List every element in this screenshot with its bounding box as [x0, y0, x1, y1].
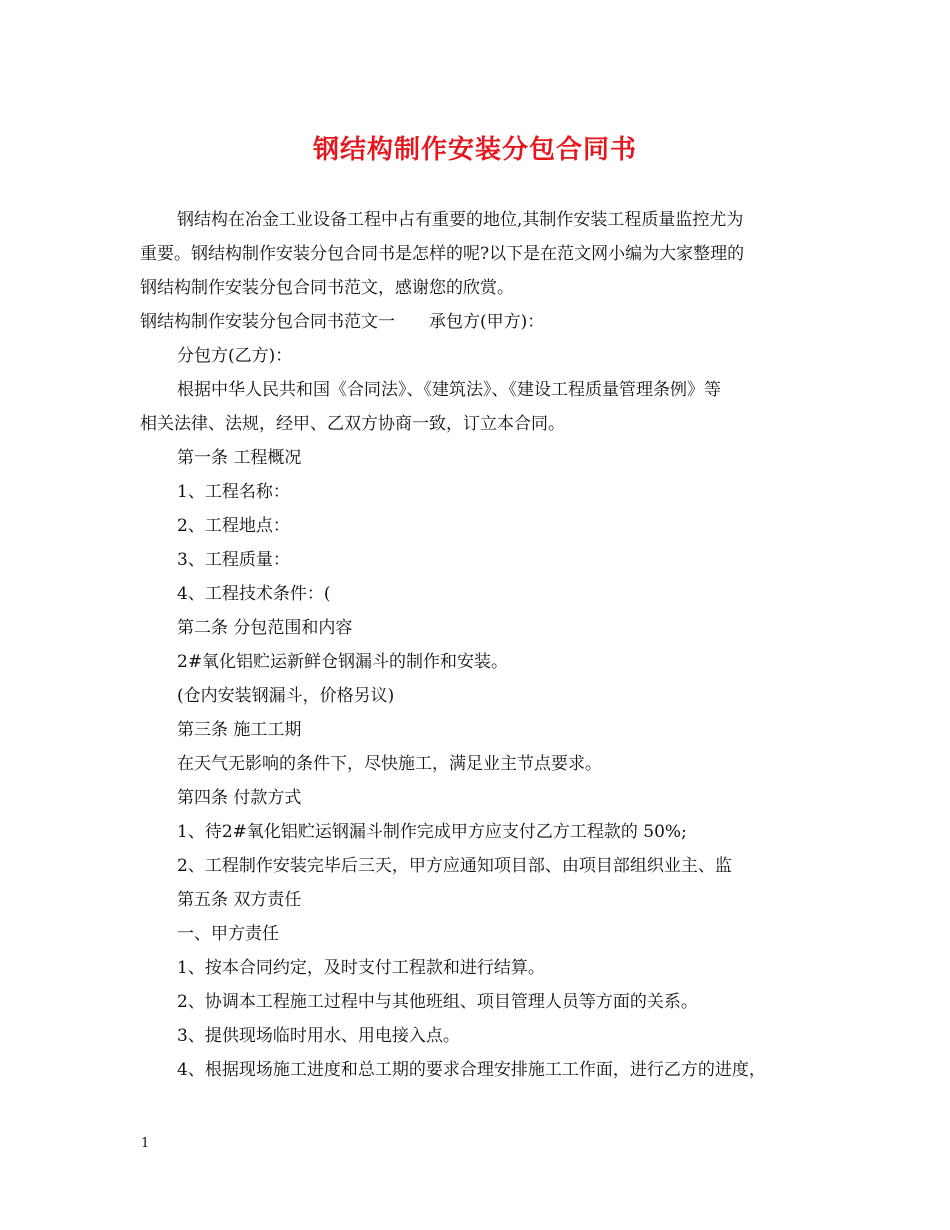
body-line: 钢结构制作安装分包合同书范文，感谢您的欣赏。	[140, 278, 514, 298]
body-line: (仓内安装钢漏斗，价格另议)	[177, 686, 395, 706]
body-line: 分包方(乙方)：	[177, 346, 293, 366]
body-line: 在天气无影响的条件下，尽快施工，满足业主节点要求。	[177, 754, 602, 774]
body-line: 第四条 付款方式	[177, 788, 302, 808]
body-line: 4、根据现场施工进度和总工期的要求合理安排施工工作面，进行乙方的进度，	[177, 1060, 766, 1080]
document-body	[140, 203, 815, 1087]
body-line: 第三条 施工工期	[177, 720, 302, 740]
body-line: 相关法律、法规，经甲、乙双方协商一致，订立本合同。	[140, 414, 565, 434]
body-line: 第二条 分包范围和内容	[177, 618, 353, 638]
page-number: 1	[141, 1136, 150, 1151]
body-line: 2#氧化铝贮运新鲜仓钢漏斗的制作和安装。	[177, 652, 509, 672]
body-line: 第五条 双方责任	[177, 890, 302, 910]
body-line: 重要。钢结构制作安装分包合同书是怎样的呢?以下是在范文网小编为大家整理的	[140, 244, 745, 264]
body-line: 3、工程质量：	[177, 550, 290, 570]
body-line: 钢结构在冶金工业设备工程中占有重要的地位,其制作安装工程质量监控尤为	[177, 210, 744, 230]
body-line: 钢结构制作安装分包合同书范文一 承包方(甲方)：	[140, 312, 545, 332]
body-line: 一、甲方责任	[177, 924, 279, 944]
body-line: 第一条 工程概况	[177, 448, 302, 468]
body-line: 根据中华人民共和国《合同法》、《建筑法》、《建设工程质量管理条例》等	[177, 380, 721, 400]
body-line: 1、按本合同约定，及时支付工程款和进行结算。	[177, 958, 545, 978]
body-line: 2、协调本工程施工过程中与其他班组、项目管理人员等方面的关系。	[177, 992, 698, 1012]
body-line: 3、提供现场临时用水、用电接入点。	[177, 1026, 460, 1046]
body-line: 1、工程名称：	[177, 482, 290, 502]
body-line: 1、待2#氧化铝贮运钢漏斗制作完成甲方应支付乙方工程款的 50%;	[177, 822, 687, 842]
body-line: 4、工程技术条件：(	[177, 584, 331, 604]
document-title: 钢结构制作安装分包合同书	[312, 135, 637, 165]
body-line: 2、工程地点：	[177, 516, 290, 536]
body-line: 2、工程制作安装完毕后三天，甲方应通知项目部、由项目部组织业主、监	[177, 856, 732, 876]
